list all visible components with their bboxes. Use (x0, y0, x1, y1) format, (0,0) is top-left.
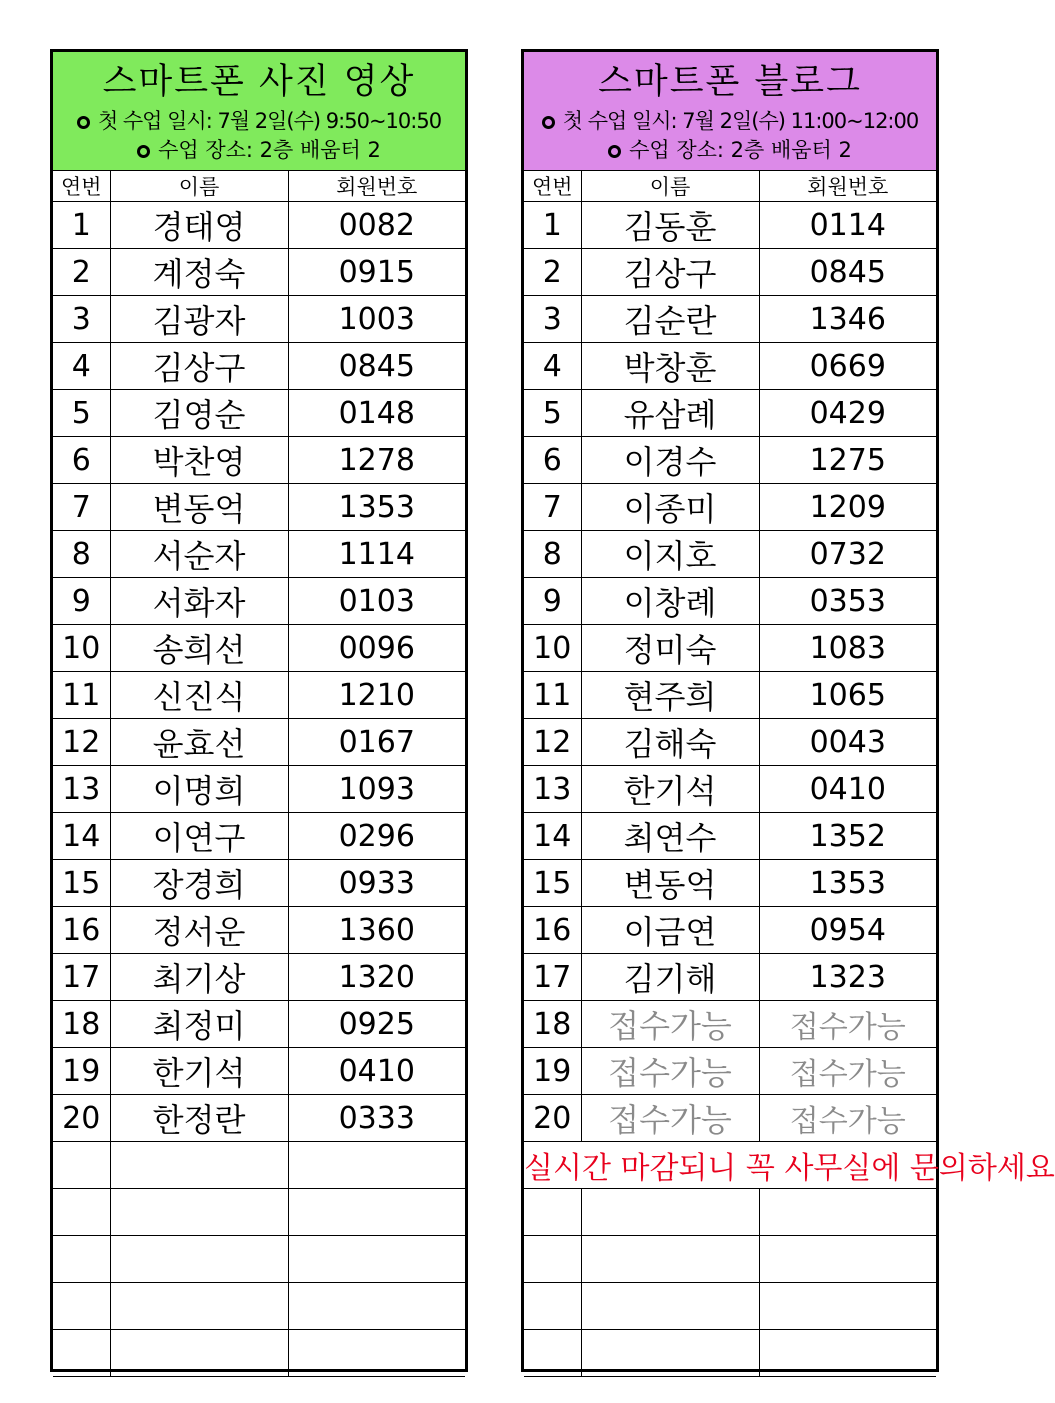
member-id: 접수가능 (759, 1095, 936, 1142)
member-name: 이종미 (581, 484, 759, 531)
table-row (524, 860, 936, 907)
member-name: 장경희 (110, 860, 288, 907)
member-id: 1083 (759, 625, 936, 672)
number-column-header: 연번 (524, 171, 581, 202)
row-number: 10 (53, 625, 110, 672)
member-id: 0082 (288, 202, 465, 249)
empty-row (53, 1236, 465, 1283)
member-name: 이경수 (581, 437, 759, 484)
empty-cell (53, 1283, 110, 1330)
member-id: 0096 (288, 625, 465, 672)
member-id: 0333 (288, 1095, 465, 1142)
member-name: 김기해 (581, 954, 759, 1001)
member-id: 0296 (288, 813, 465, 860)
table-row (524, 813, 936, 860)
member-name: 윤효선 (110, 719, 288, 766)
class-title: 스마트폰 블로그 (598, 62, 862, 102)
table-row (53, 437, 465, 484)
blog-class-panel (521, 49, 1055, 1372)
member-id: 1093 (288, 766, 465, 813)
member-id: 1114 (288, 531, 465, 578)
row-number: 7 (53, 484, 110, 531)
circle-bullet-icon (542, 116, 555, 129)
member-name: 김순란 (581, 296, 759, 343)
member-id: 0103 (288, 578, 465, 625)
member-id: 1346 (759, 296, 936, 343)
empty-row (53, 1330, 465, 1377)
member-name: 최연수 (581, 813, 759, 860)
table-row (53, 484, 465, 531)
table-row (53, 390, 465, 437)
table-row (524, 1048, 936, 1095)
row-number: 19 (53, 1048, 110, 1095)
empty-cell (288, 1142, 465, 1189)
circle-bullet-icon (137, 145, 150, 158)
table-row (53, 343, 465, 390)
table-row (53, 249, 465, 296)
row-number: 1 (524, 202, 581, 249)
member-id: 0933 (288, 860, 465, 907)
member-name: 김동훈 (581, 202, 759, 249)
member-name: 김상구 (581, 249, 759, 296)
table-row (524, 296, 936, 343)
member-id: 1360 (288, 907, 465, 954)
number-column-header: 연번 (53, 171, 110, 202)
member-name: 박창훈 (581, 343, 759, 390)
member-name: 신진식 (110, 672, 288, 719)
table-row (524, 954, 936, 1001)
table-header-row (524, 171, 936, 202)
member-name: 접수가능 (581, 1048, 759, 1095)
row-number: 17 (524, 954, 581, 1001)
empty-cell (524, 1283, 581, 1330)
row-number: 17 (53, 954, 110, 1001)
table-row (524, 437, 936, 484)
row-number: 16 (524, 907, 581, 954)
member-name: 송희선 (110, 625, 288, 672)
row-number: 2 (53, 249, 110, 296)
table-row (524, 390, 936, 437)
member-name: 현주희 (581, 672, 759, 719)
empty-cell (288, 1330, 465, 1377)
row-number: 14 (53, 813, 110, 860)
member-id: 0429 (759, 390, 936, 437)
table-row (53, 531, 465, 578)
member-id: 0167 (288, 719, 465, 766)
empty-cell (110, 1189, 288, 1236)
row-number: 2 (524, 249, 581, 296)
table-row (524, 1001, 936, 1048)
row-number: 6 (53, 437, 110, 484)
member-id: 1003 (288, 296, 465, 343)
member-name: 최기상 (110, 954, 288, 1001)
row-number: 6 (524, 437, 581, 484)
row-number: 9 (524, 578, 581, 625)
table-row (53, 1048, 465, 1095)
member-id: 1323 (759, 954, 936, 1001)
class-header (524, 52, 936, 171)
schedule-line (524, 106, 936, 136)
member-id: 1065 (759, 672, 936, 719)
member-name: 김해숙 (581, 719, 759, 766)
table-row (524, 484, 936, 531)
member-name: 접수가능 (581, 1001, 759, 1048)
member-id: 1353 (759, 860, 936, 907)
schedule-text: 첫 수업 일시: 7월 2일(수) 11:00~12:00 (562, 109, 919, 133)
member-name: 한정란 (110, 1095, 288, 1142)
table-row (53, 766, 465, 813)
member-name: 경태영 (110, 202, 288, 249)
row-number: 15 (524, 860, 581, 907)
empty-cell (581, 1189, 759, 1236)
table-row (524, 672, 936, 719)
row-number: 5 (524, 390, 581, 437)
row-number: 16 (53, 907, 110, 954)
member-table (53, 171, 465, 1377)
empty-cell (759, 1330, 936, 1377)
place-text: 수업 장소: 2층 배움터 2 (158, 138, 381, 162)
place-line (53, 136, 465, 164)
table-row (53, 625, 465, 672)
member-name: 이연구 (110, 813, 288, 860)
schedule-text: 첫 수업 일시: 7월 2일(수) 9:50~10:50 (97, 109, 442, 133)
member-id: 1320 (288, 954, 465, 1001)
row-number: 8 (524, 531, 581, 578)
class-title: 스마트폰 사진 영상 (102, 62, 416, 102)
empty-row (524, 1330, 936, 1377)
member-id: 접수가능 (759, 1001, 936, 1048)
empty-cell (288, 1283, 465, 1330)
member-id: 0043 (759, 719, 936, 766)
member-id: 1209 (759, 484, 936, 531)
member-id: 1353 (288, 484, 465, 531)
table-row (53, 296, 465, 343)
member-id-column-header: 회원번호 (759, 171, 936, 202)
row-number: 3 (524, 296, 581, 343)
table-row (53, 1095, 465, 1142)
row-number: 7 (524, 484, 581, 531)
member-id: 0410 (759, 766, 936, 813)
table-row (53, 578, 465, 625)
member-name: 한기석 (110, 1048, 288, 1095)
table-row (53, 954, 465, 1001)
member-name: 정미숙 (581, 625, 759, 672)
row-number: 20 (53, 1095, 110, 1142)
member-name: 변동억 (110, 484, 288, 531)
empty-row (524, 1236, 936, 1283)
member-table (524, 171, 1055, 1377)
circle-bullet-icon (77, 116, 90, 129)
row-number: 20 (524, 1095, 581, 1142)
row-number: 15 (53, 860, 110, 907)
empty-cell (759, 1236, 936, 1283)
table-row (53, 1001, 465, 1048)
row-number: 19 (524, 1048, 581, 1095)
member-name: 계정숙 (110, 249, 288, 296)
member-id: 0114 (759, 202, 936, 249)
member-name: 최정미 (110, 1001, 288, 1048)
member-name: 한기석 (581, 766, 759, 813)
empty-cell (110, 1142, 288, 1189)
table-row (53, 813, 465, 860)
table-row (53, 860, 465, 907)
notice-text: 실시간 마감되니 꼭 사무실에 문의하세요 (524, 1142, 936, 1189)
place-line (524, 136, 936, 164)
empty-cell (288, 1189, 465, 1236)
table-header-row (53, 171, 465, 202)
table-row (53, 719, 465, 766)
table-row (524, 578, 936, 625)
class-header (53, 52, 465, 171)
empty-cell (524, 1189, 581, 1236)
row-number: 10 (524, 625, 581, 672)
name-column-header: 이름 (581, 171, 759, 202)
member-id: 접수가능 (759, 1048, 936, 1095)
table-row (524, 202, 936, 249)
row-number: 4 (53, 343, 110, 390)
empty-cell (524, 1236, 581, 1283)
empty-cell (524, 1330, 581, 1377)
member-id: 0845 (288, 343, 465, 390)
member-id: 0732 (759, 531, 936, 578)
member-id: 1210 (288, 672, 465, 719)
row-number: 11 (524, 672, 581, 719)
table-row (524, 719, 936, 766)
row-number: 14 (524, 813, 581, 860)
member-id: 0148 (288, 390, 465, 437)
member-id: 0353 (759, 578, 936, 625)
empty-cell (110, 1283, 288, 1330)
empty-cell (110, 1330, 288, 1377)
table-row (524, 249, 936, 296)
member-name: 변동억 (581, 860, 759, 907)
table-row (524, 907, 936, 954)
member-name: 이창례 (581, 578, 759, 625)
empty-cell (53, 1330, 110, 1377)
member-name: 이금연 (581, 907, 759, 954)
empty-cell (759, 1283, 936, 1330)
empty-cell (53, 1142, 110, 1189)
row-number: 8 (53, 531, 110, 578)
schedule-line (53, 106, 465, 136)
table-row (524, 766, 936, 813)
table-row (53, 907, 465, 954)
table-row (524, 625, 936, 672)
row-number: 5 (53, 390, 110, 437)
empty-cell (581, 1283, 759, 1330)
row-number: 11 (53, 672, 110, 719)
empty-row (524, 1189, 936, 1236)
member-name: 서순자 (110, 531, 288, 578)
empty-cell (53, 1236, 110, 1283)
empty-cell (53, 1189, 110, 1236)
member-id: 0410 (288, 1048, 465, 1095)
row-number: 13 (524, 766, 581, 813)
empty-cell (288, 1236, 465, 1283)
member-name: 김영순 (110, 390, 288, 437)
member-name: 유삼례 (581, 390, 759, 437)
table-row (524, 531, 936, 578)
empty-cell (759, 1189, 936, 1236)
row-number: 9 (53, 578, 110, 625)
member-name: 김상구 (110, 343, 288, 390)
row-number: 18 (524, 1001, 581, 1048)
member-id: 1352 (759, 813, 936, 860)
member-name: 김광자 (110, 296, 288, 343)
member-name: 박찬영 (110, 437, 288, 484)
member-id: 1275 (759, 437, 936, 484)
member-id: 1278 (288, 437, 465, 484)
empty-row (53, 1142, 465, 1189)
place-text: 수업 장소: 2층 배움터 2 (629, 138, 852, 162)
member-id: 0915 (288, 249, 465, 296)
row-number: 3 (53, 296, 110, 343)
row-number: 13 (53, 766, 110, 813)
row-number: 4 (524, 343, 581, 390)
member-id: 0845 (759, 249, 936, 296)
empty-cell (581, 1330, 759, 1377)
member-id: 0925 (288, 1001, 465, 1048)
empty-row (524, 1283, 936, 1330)
photo-video-class-panel (50, 49, 468, 1372)
notice-row (524, 1142, 936, 1189)
member-name: 이명희 (110, 766, 288, 813)
table-row (524, 1095, 936, 1142)
member-id: 0954 (759, 907, 936, 954)
name-column-header: 이름 (110, 171, 288, 202)
empty-cell (581, 1236, 759, 1283)
member-id-column-header: 회원번호 (288, 171, 465, 202)
table-row (524, 343, 936, 390)
row-number: 12 (53, 719, 110, 766)
empty-row (53, 1283, 465, 1330)
row-number: 1 (53, 202, 110, 249)
member-name: 접수가능 (581, 1095, 759, 1142)
empty-row (53, 1189, 465, 1236)
table-row (53, 202, 465, 249)
table-row (53, 672, 465, 719)
member-name: 정서운 (110, 907, 288, 954)
circle-bullet-icon (608, 145, 621, 158)
empty-cell (110, 1236, 288, 1283)
row-number: 18 (53, 1001, 110, 1048)
member-name: 이지호 (581, 531, 759, 578)
member-id: 0669 (759, 343, 936, 390)
row-number: 12 (524, 719, 581, 766)
member-name: 서화자 (110, 578, 288, 625)
